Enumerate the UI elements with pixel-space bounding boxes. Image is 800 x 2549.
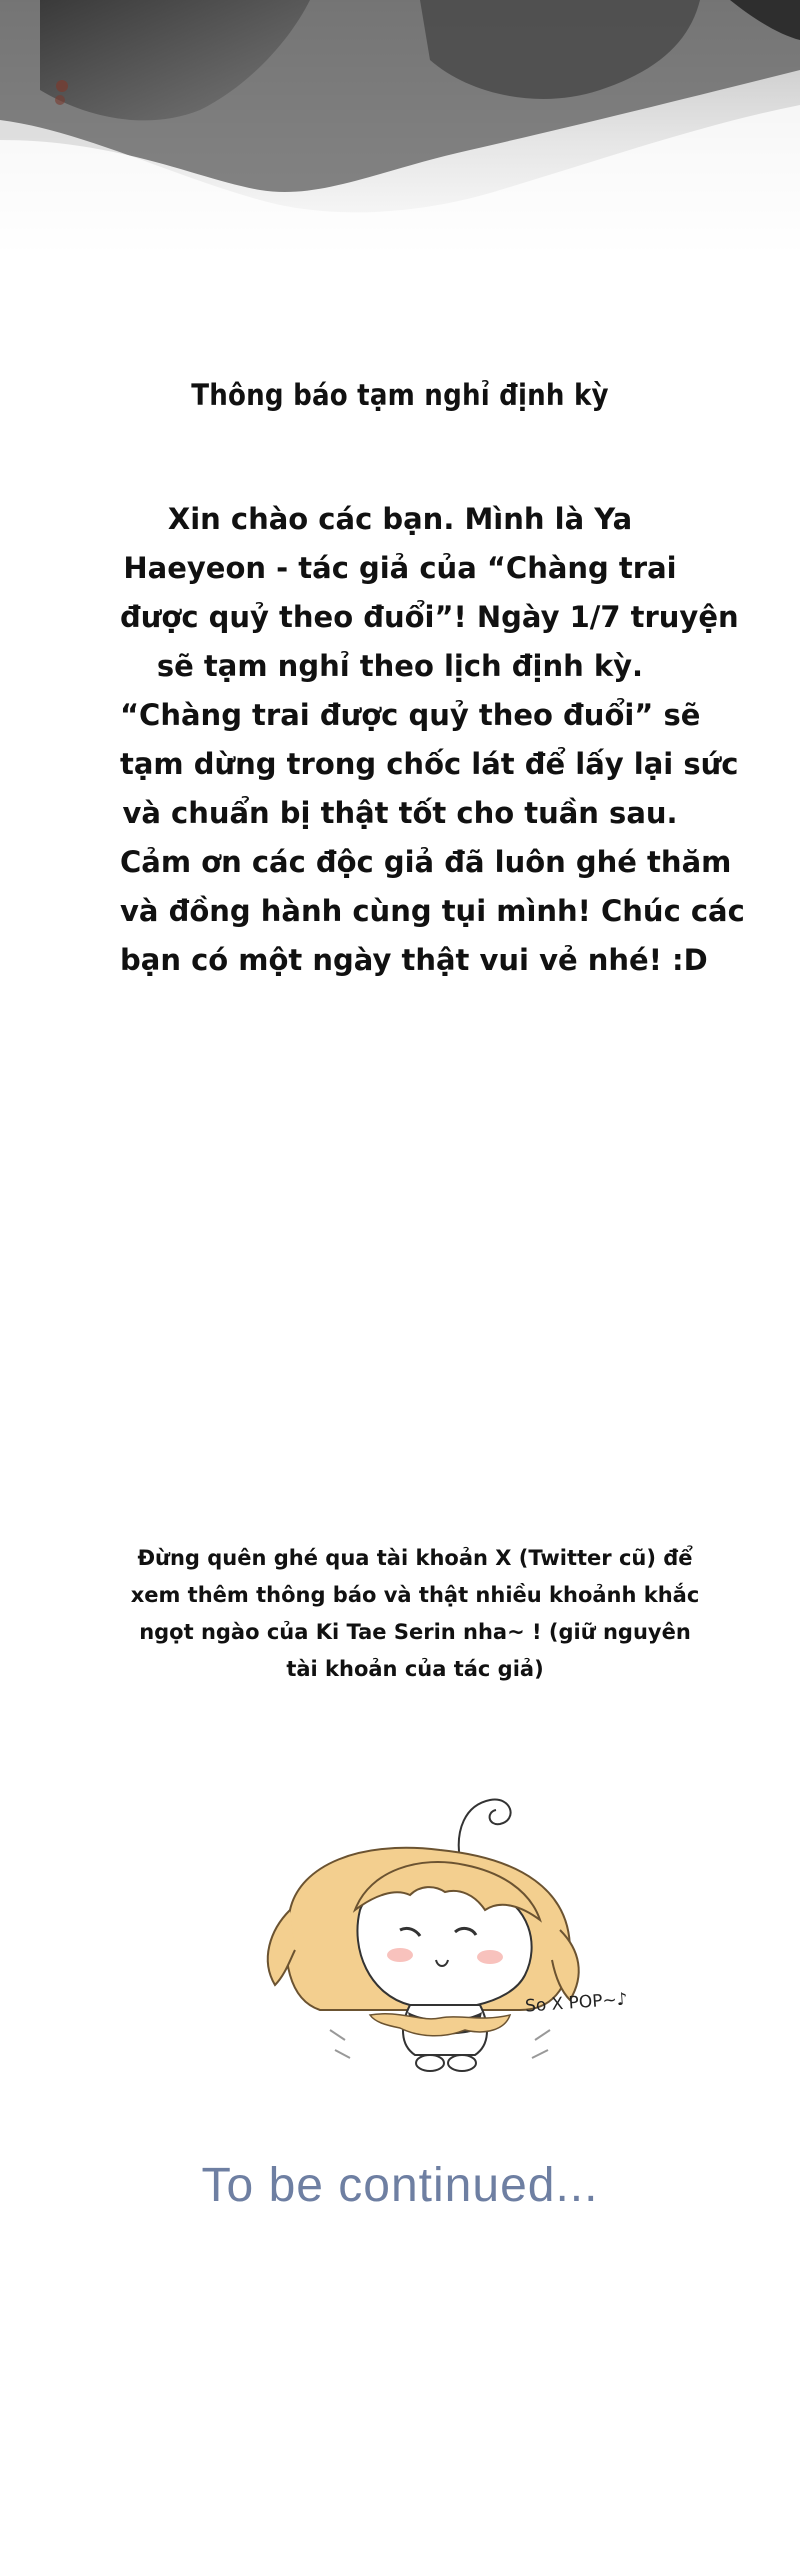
- to-be-continued-text: To be continued...: [201, 2159, 599, 2212]
- notice-line: tạm dừng trong chốc lát để lấy lại sức: [120, 747, 739, 781]
- chibi-character-illustration: [250, 1760, 680, 2090]
- notice-line: “Chàng trai được quỷ theo đuổi” sẽ: [120, 698, 701, 732]
- notice-line: sẽ tạm nghỉ theo lịch định kỳ.: [156, 649, 644, 683]
- notice-line: và đồng hành cùng tụi mình! Chúc các: [120, 894, 745, 928]
- twitter-note-line: tài khoản của tác giả): [286, 1657, 544, 1681]
- notice-line: Xin chào các bạn. Mình là Ya: [167, 502, 633, 536]
- notice-line: được quỷ theo đuổi”! Ngày 1/7 truyện: [120, 600, 739, 634]
- twitter-note-line: ngọt ngào của Ki Tae Serin nha~ ! (giữ nguyên: [139, 1620, 691, 1644]
- notice-title: Thông báo tạm nghỉ định kỳ: [191, 378, 609, 412]
- notice-line: Cảm ơn các độc giả đã luôn ghé thăm: [120, 845, 732, 879]
- notice-line: và chuẩn bị thật tốt cho tuần sau.: [122, 796, 678, 830]
- chibi-caption: So X POP~♪: [524, 1989, 629, 2017]
- notice-line: bạn có một ngày thật vui vẻ nhé! :D: [120, 943, 708, 977]
- notice-line: Haeyeon - tác giả của “Chàng trai: [123, 551, 677, 585]
- top-illustration: [0, 0, 800, 260]
- twitter-note: [130, 1540, 700, 1688]
- twitter-note-line: xem thêm thông báo và thật nhiều khoảnh khắc: [130, 1583, 700, 1607]
- notice-body: [120, 495, 745, 985]
- twitter-note-line: Đừng quên ghé qua tài khoản X (Twitter cũ) để: [137, 1546, 693, 1570]
